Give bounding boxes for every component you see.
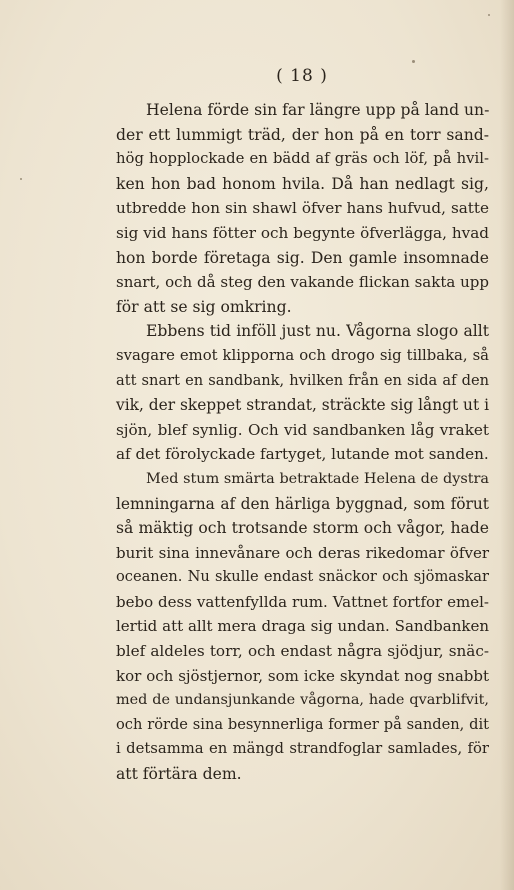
text-line: Med stum smärta betraktade Helena de dystra	[146, 470, 489, 487]
text-line: sjön, blef synlig. Och vid sandbanken låg vraket	[116, 420, 489, 439]
text-line: burit sina innevånare och deras rikedomar öfver	[116, 543, 489, 562]
page-fold-shadow	[500, 0, 514, 890]
text-line: Ebbens tid inföll just nu. Vågorna slogo allt	[146, 322, 489, 341]
text-line: lertid att allt mera draga sig undan. Sandbanken	[116, 617, 489, 636]
text-line: så mäktig och trotsande storm och vågor, hade	[116, 519, 489, 538]
text-line: att förtära dem.	[116, 765, 242, 784]
text-line: lemningarna af den härliga byggnad, som förut	[116, 494, 489, 513]
body-text	[116, 98, 489, 787]
text-line: Helena förde sin far längre upp på land un-	[146, 101, 490, 119]
page-number: ( 18 )	[276, 66, 328, 86]
text-line: snart, och då steg den vakande flickan sakta upp	[116, 273, 489, 292]
text-line: vik, der skeppet strandat, sträckte sig långt ut i	[116, 396, 489, 415]
paragraph-1	[116, 98, 489, 319]
paper-speck	[488, 14, 490, 16]
paragraph-2	[116, 319, 489, 467]
text-line: af det förolyckade fartyget, lutande mot sanden.	[116, 445, 489, 464]
text-line: hon borde företaga sig. Den gamle insomnade	[116, 248, 489, 267]
text-line: för att se sig omkring.	[116, 297, 292, 316]
text-line: svagare emot klipporna och drogo sig tillbaka, så	[116, 346, 489, 364]
paragraph-3	[116, 467, 489, 787]
text-line: blef aldeles torr, och endast några sjödjur, snäc-	[116, 642, 489, 661]
text-line: och rörde sina besynnerliga former på sanden, dit	[116, 715, 489, 733]
text-line: sig vid hans fötter och begynte öfverlägga, hvad	[116, 223, 489, 242]
text-line: oceanen. Nu skulle endast snäckor och sjömaskar	[116, 568, 489, 586]
text-line: att snart en sandbank, hvilken från en sida af den	[116, 371, 489, 389]
paper-speck	[412, 60, 415, 63]
text-line: utbredde hon sin shawl öfver hans hufvud, satte	[116, 199, 489, 218]
text-line: i detsamma en mängd strandfoglar samlades, för	[116, 740, 489, 758]
text-line: med de undansjunkande vågorna, hade qvarblifvit,	[116, 692, 489, 709]
text-line: ken hon bad honom hvila. Då han nedlagt sig,	[116, 174, 489, 193]
text-line: kor och sjöstjernor, som icke skyndat nog snabbt	[116, 666, 489, 685]
text-line: der ett lummigt träd, der hon på en torr sand-	[116, 125, 489, 144]
paper-speck	[20, 178, 22, 180]
text-line: hög hopplockade en bädd af gräs och löf, på hvil-	[116, 150, 489, 168]
text-line: bebo dess vattenfyllda rum. Vattnet fortfor emel-	[116, 592, 489, 611]
